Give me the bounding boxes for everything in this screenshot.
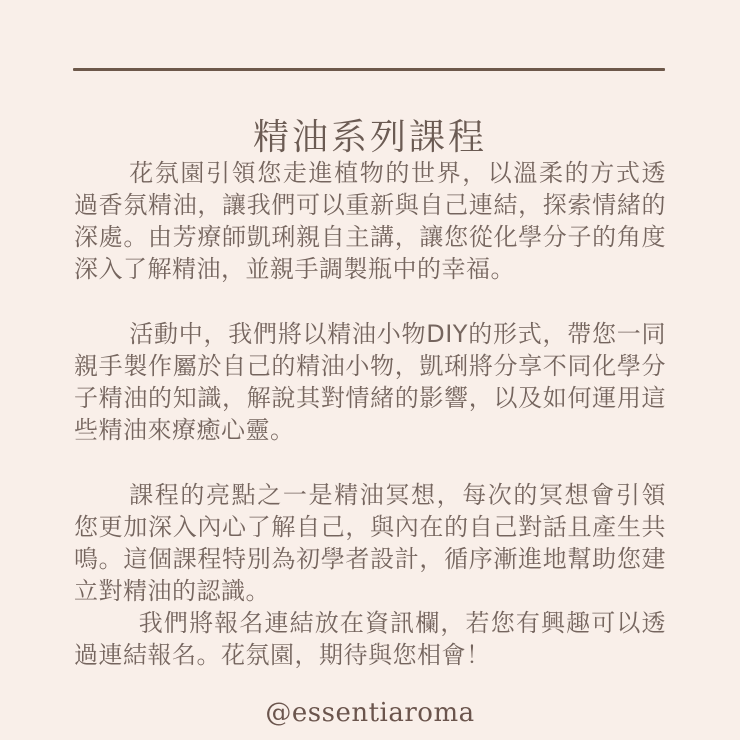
paragraph-highlight: 課程的亮點之一是精油冥想，每次的冥想會引領您更加深入內心了解自己，與內在的自己對話且產生共鳴。這個課程特別為初學者設計，循序漸進地幫助您建立對精油的認識。	[74, 481, 666, 605]
paragraph-intro: 花氛園引領您走進植物的世界，以溫柔的方式透過香氛精油，讓我們可以重新與自己連結，探索情緒的深處。由芳療師凱琍親自主講，讓您從化學分子的角度深入了解精油，並親手調製瓶中的幸福。	[74, 159, 666, 283]
paragraph-signup: 我們將報名連結放在資訊欄，若您有興趣可以透過連結報名。花氛園，期待與您相會！	[74, 609, 666, 669]
paragraph-activity: 活動中，我們將以精油小物DIY的形式，帶您一同親手製作屬於自己的精油小物，凱琍將分享不同化學分子精油的知識，解說其對情緒的影響，以及如何運用這些精油來療癒心靈。	[74, 320, 666, 444]
social-handle: @essentiaroma	[265, 698, 475, 728]
body-text	[74, 157, 666, 671]
page-title: 精油系列課程	[252, 117, 487, 159]
divider-line	[73, 68, 665, 71]
